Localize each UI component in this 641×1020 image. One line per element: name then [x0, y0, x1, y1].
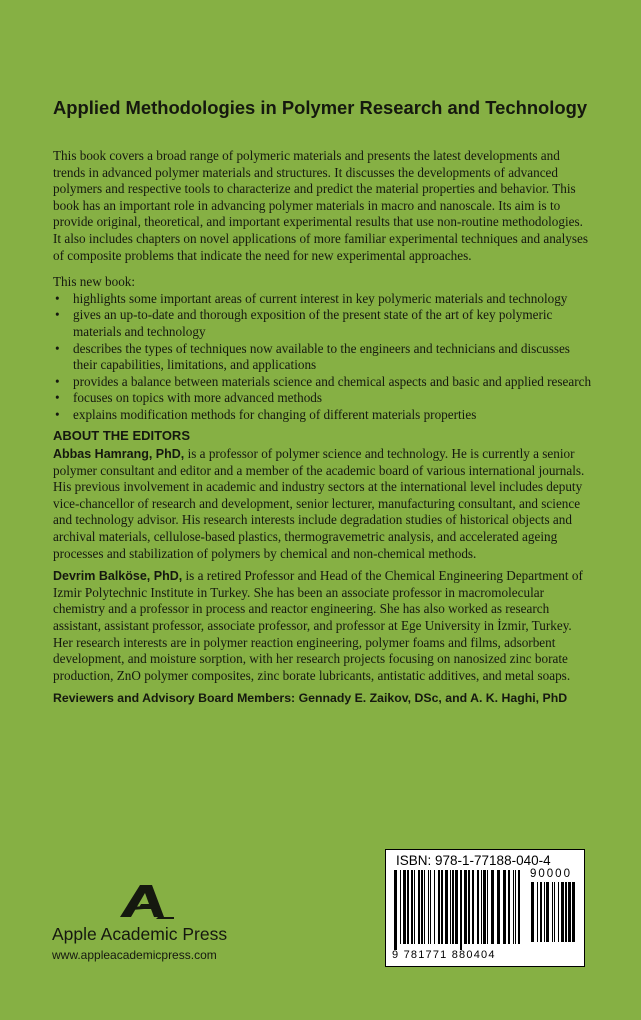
ean-barcode-bars	[392, 870, 526, 950]
feature-text: explains modification methods for changing of different materials properties	[73, 406, 477, 422]
about-editors-heading: ABOUT THE EDITORS	[53, 427, 190, 443]
barcode-bar	[450, 870, 451, 944]
addon-barcode-bars	[529, 882, 579, 948]
list-item	[53, 407, 593, 424]
barcode-bar	[544, 882, 545, 942]
list-item	[53, 390, 593, 407]
barcode-bar	[403, 870, 406, 944]
editor-bio-balkose	[53, 568, 593, 684]
feature-text: focuses on topics with more advanced methods	[73, 390, 323, 406]
barcode-bar	[394, 870, 397, 950]
barcode-bar	[558, 882, 559, 942]
ean-digits: 9 781771 880404	[392, 949, 496, 961]
feature-text: describes the types of techniques now available to the engineers and technicians and discusses their capabilities, limitations, and applications	[73, 340, 570, 373]
list-item	[53, 374, 593, 391]
bullet-icon: •	[55, 406, 60, 422]
barcode-bar	[552, 882, 553, 942]
bullet-icon: •	[55, 373, 60, 389]
feature-text: provides a balance between materials science and chemical aspects and basic and applied research	[73, 373, 592, 389]
feature-text: highlights some important areas of current interest in key polymeric materials and technology	[73, 290, 568, 306]
barcode-bar	[481, 870, 482, 944]
bullet-icon: •	[55, 307, 60, 323]
barcode-bar	[455, 870, 458, 944]
barcode-bar	[568, 882, 571, 942]
bullet-icon: •	[55, 390, 60, 406]
barcode-bar	[464, 870, 467, 944]
publisher-logo	[52, 885, 252, 965]
isbn-label: ISBN: 978-1-77188-040-4	[396, 853, 551, 868]
apple-academic-press-logo-icon	[118, 885, 176, 921]
editor-name: Devrim Balköse, PhD,	[53, 569, 183, 584]
barcode-bar	[421, 870, 423, 944]
barcode-bar	[477, 870, 479, 944]
feature-text: gives an up-to-date and thorough exposition of the present state of the art of key polymeric materials and technology	[73, 307, 553, 339]
barcode-bar	[445, 870, 448, 944]
barcode-bar	[428, 870, 429, 944]
barcode-bar	[540, 882, 542, 942]
barcode-bar	[441, 870, 443, 944]
barcode-bar	[407, 870, 409, 944]
barcode-bar	[483, 870, 486, 944]
barcode-bar	[411, 870, 413, 944]
editor-bio-text: is a professor of polymer science and technology. He is currently a senior polymer consultant and editor and a member of the academic board of various international journals. His previous involvement in academic and industry sectors at the international level includes deputy vice-chancellor of research and development, senior lecturer, manufacturing consultant, and science and technology advisor. His research interests include degradation studies of historical objects and archival materials, cellulose-based plastics, thermogravemetric analysis, and accelerated ageing processes and stabilization of polymers by chemical and non-chemical methods.	[53, 446, 585, 561]
bullet-icon: •	[55, 290, 60, 306]
barcode-bar	[430, 870, 431, 944]
barcode-bar	[565, 882, 567, 942]
barcode-bar	[468, 870, 470, 944]
list-item	[53, 307, 593, 340]
barcode-bar	[572, 882, 575, 942]
barcode-bar	[424, 870, 425, 944]
intro-paragraph: This book covers a broad range of polymeric materials and presents the latest developments and trends in advanced polymer materials and structures. It discusses the developments of advanced polymers and respective tools to characterize and predict the material properties and behavior. This book has an important role in advancing polymer materials in macro and nanoscale. Its aim is to provide original, theoretical, and important experimental results that use non-routine methodologies. It also includes chapters on novel applications of more familiar experimental techniques and analyses of composite problems that indicate the need for new experimental approaches.	[53, 148, 589, 263]
reviewers-line: Reviewers and Advisory Board Members: Gennady E. Zaikov, DSc, and A. K. Haghi, PhD	[53, 691, 568, 706]
publisher-url: www.appleacademicpress.com	[52, 948, 217, 962]
barcode-bar	[508, 870, 510, 944]
barcode-bar	[460, 870, 462, 950]
addon-digits: 90000	[530, 868, 572, 880]
list-item	[53, 341, 593, 374]
list-item	[53, 291, 593, 308]
barcode-bar	[414, 870, 415, 944]
barcode-bar	[472, 870, 474, 944]
editor-bio-hamrang	[53, 446, 593, 562]
barcode-bar	[487, 870, 488, 944]
barcode-bar	[546, 882, 549, 942]
new-book-label: This new book:	[53, 274, 136, 290]
barcode-bar	[515, 870, 516, 944]
barcode-bar	[554, 882, 555, 942]
publisher-name: Apple Academic Press	[52, 924, 228, 944]
barcode-bar	[503, 870, 506, 944]
barcode-bar	[400, 870, 401, 944]
description-block	[53, 148, 593, 707]
barcode-bar	[537, 882, 538, 942]
barcode-bar	[513, 870, 514, 944]
barcode-bar	[438, 870, 440, 944]
barcode-bar	[491, 870, 494, 944]
barcode-bar	[518, 870, 520, 944]
barcode-bar	[531, 882, 534, 942]
barcode-bar	[418, 870, 420, 944]
barcode-bar	[497, 870, 500, 944]
isbn-barcode	[385, 849, 585, 967]
book-title: Applied Methodologies in Polymer Research and Technology	[53, 97, 588, 118]
barcode-bar	[452, 870, 454, 944]
editor-name: Abbas Hamrang, PhD,	[53, 447, 185, 462]
editor-bio-text: is a retired Professor and Head of the Chemical Engineering Department of Izmir Polytechnic Institute in Turkey. She has been an associate professor in macromolecular chemistry and a professor in process and reactor engineering. She has also worked as research assistant, assistant professor, associate professor, and professor at Ege University in İzmir, Turkey. Her research interests are in polymer reaction engineering, polymer foams and films, adsorbent development, and moisture sorption, with her research projects focusing on nanosized zinc borate production, ZnO polymer composites, zinc borate lubricants, antistatic additives, and metal soaps.	[53, 568, 583, 683]
barcode-bar	[434, 870, 435, 944]
barcode-bar	[561, 882, 564, 942]
feature-list	[53, 291, 593, 424]
bullet-icon: •	[55, 340, 60, 356]
